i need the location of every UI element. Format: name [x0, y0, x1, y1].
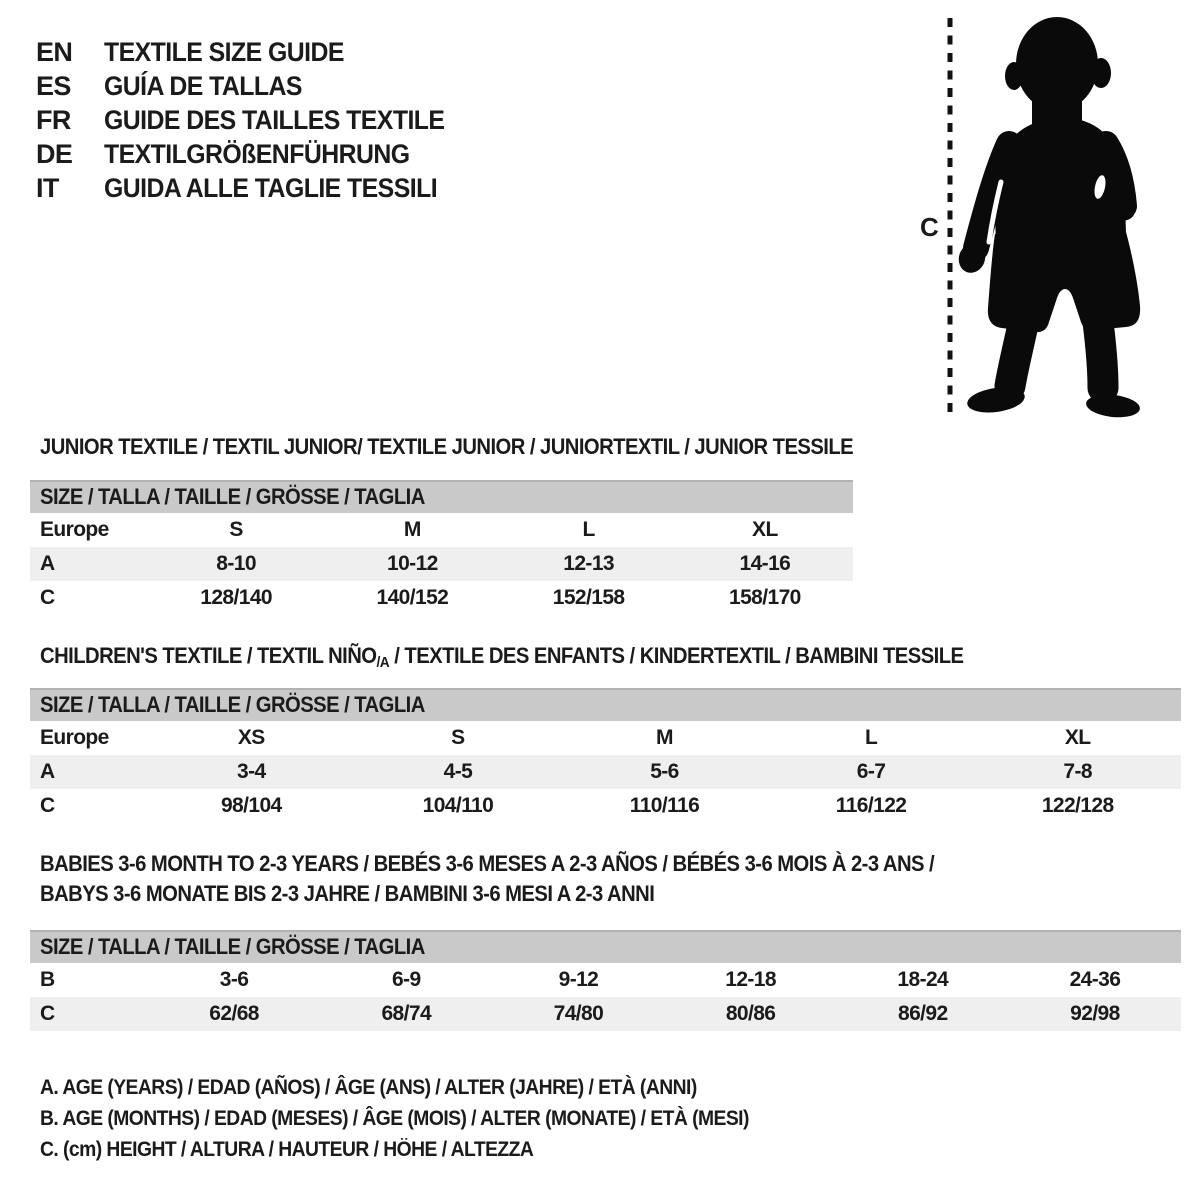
table-row: [30, 547, 853, 581]
row-label: Europe: [40, 726, 109, 749]
size-header-bar: [30, 480, 853, 513]
size-cell: XL: [752, 518, 778, 541]
table-row: [30, 755, 1181, 789]
age-cell: 24-36: [1069, 968, 1121, 991]
size-header-bar: [30, 930, 1181, 963]
height-measure-label: C: [920, 212, 939, 242]
note-age-months-text: B. AGE (MONTHS) / EDAD (MESES) / ÂGE (MOIS) / ALTER (MONATE) / ETÀ (MESI): [40, 1107, 749, 1130]
babies-section-title: [40, 849, 1012, 909]
language-row-de: [36, 137, 474, 171]
babies-title-line2: BABYS 3-6 MONATE BIS 2-3 JAHRE / BAMBINI 3-6 MESI A 2-3 ANNI: [40, 881, 655, 906]
guide-title-it: GUIDA ALLE TAGLIE TESSILI: [104, 172, 438, 203]
height-cell: 116/122: [835, 794, 907, 817]
size-cell: L: [864, 726, 878, 749]
row-label: B: [40, 968, 55, 991]
guide-title-fr: GUIDE DES TAILLES TEXTILE: [104, 104, 445, 135]
note-age-years: [40, 1072, 811, 1103]
table-row: [30, 789, 1181, 823]
language-row-fr: [36, 103, 474, 137]
age-cell: 8-10: [216, 552, 256, 575]
height-cell: 158/170: [729, 586, 801, 609]
language-code: EN: [36, 36, 73, 67]
height-cell: 86/92: [897, 1002, 948, 1025]
age-cell: 5-6: [650, 760, 679, 783]
height-cell: 80/86: [725, 1002, 776, 1025]
age-cell: 6-9: [391, 968, 421, 991]
height-cell: 128/140: [200, 586, 272, 609]
age-cell: 3-6: [219, 968, 249, 991]
table-row: [30, 963, 1181, 997]
height-cell: 110/116: [629, 794, 700, 817]
table-row: [30, 581, 853, 615]
table-row: [30, 513, 853, 547]
age-cell: 4-5: [443, 760, 473, 783]
language-code: ES: [36, 70, 71, 101]
height-cell: 104/110: [422, 794, 494, 817]
size-header-label: SIZE / TALLA / TAILLE / GRÖSSE / TAGLIA: [40, 484, 425, 509]
table-row: [30, 997, 1181, 1031]
junior-section-title: JUNIOR TEXTILE / TEXTIL JUNIOR/ TEXTILE JUNIOR / JUNIORTEXTIL / JUNIOR TESSILE: [40, 434, 854, 459]
size-cell: L: [582, 518, 595, 541]
note-height-cm-text: C. (cm) HEIGHT / ALTURA / HAUTEUR / HÖHE / ALTEZZA: [40, 1138, 534, 1161]
children-section-title: [40, 642, 963, 677]
note-height-cm: [40, 1134, 811, 1165]
size-cell: M: [403, 518, 421, 541]
age-cell: 9-12: [558, 968, 599, 991]
language-code: IT: [36, 172, 59, 203]
size-cell: XS: [237, 726, 265, 749]
size-cell: S: [451, 726, 465, 749]
height-cell: 74/80: [553, 1002, 604, 1025]
height-cell: 68/74: [381, 1002, 432, 1025]
age-cell: 3-4: [237, 760, 266, 783]
guide-title-de: TEXTILGRÖßENFÜHRUNG: [104, 138, 410, 169]
language-row-it: [36, 171, 474, 205]
size-header-bar: [30, 688, 1181, 721]
babies-size-table: [30, 930, 1181, 1031]
row-label: A: [40, 760, 55, 783]
table-row: [30, 721, 1181, 755]
language-code: DE: [36, 138, 73, 169]
row-label: C: [40, 794, 55, 817]
junior-size-table: [30, 480, 853, 615]
guide-title-en: TEXTILE SIZE GUIDE: [104, 36, 344, 67]
babies-title-line1: BABIES 3-6 MONTH TO 2-3 YEARS / BEBÉS 3-6 MESES A 2-3 AÑOS / BÉBÉS 3-6 MOIS À 2-3 ANS /: [40, 851, 935, 876]
note-age-months: [40, 1103, 811, 1134]
size-cell: XL: [1064, 726, 1091, 749]
size-header-label: SIZE / TALLA / TAILLE / GRÖSSE / TAGLIA: [40, 692, 425, 717]
age-cell: 18-24: [897, 968, 949, 991]
age-cell: 12-13: [563, 552, 614, 575]
toddler-silhouette: [955, 17, 1141, 420]
height-cell: 62/68: [209, 1002, 259, 1025]
height-cell: 92/98: [1070, 1002, 1120, 1025]
size-header-label: SIZE / TALLA / TAILLE / GRÖSSE / TAGLIA: [40, 934, 425, 959]
height-cell: 152/158: [552, 586, 625, 609]
row-label: C: [40, 586, 55, 609]
age-cell: 7-8: [1063, 760, 1092, 783]
age-cell: 14-16: [739, 552, 791, 575]
size-cell: S: [229, 518, 243, 541]
guide-title-es: GUÍA DE TALLAS: [104, 70, 302, 101]
legend-notes: [40, 1072, 811, 1165]
age-cell: 6-7: [856, 760, 886, 783]
language-row-en: [36, 35, 474, 69]
size-cell: M: [656, 726, 673, 749]
language-title-block: [36, 35, 474, 205]
height-cell: 122/128: [1041, 794, 1114, 817]
children-title-sub: /A: [376, 654, 390, 671]
height-measure-figure: [900, 10, 1160, 420]
age-cell: 10-12: [387, 552, 438, 575]
children-title-post: / TEXTILE DES ENFANTS / KINDERTEXTIL / BAMBINI TESSILE: [389, 643, 964, 668]
height-cell: 140/152: [376, 586, 449, 609]
language-code: FR: [36, 104, 71, 135]
age-cell: 12-18: [725, 968, 776, 991]
children-title-pre: CHILDREN'S TEXTILE / TEXTIL NIÑO: [40, 643, 377, 668]
row-label: A: [40, 552, 55, 575]
children-size-table: [30, 688, 1181, 823]
row-label: C: [40, 1002, 55, 1025]
language-row-es: [36, 69, 474, 103]
row-label: Europe: [40, 518, 109, 541]
height-cell: 98/104: [220, 794, 282, 817]
note-age-years-text: A. AGE (YEARS) / EDAD (AÑOS) / ÂGE (ANS) / ALTER (JAHRE) / ETÀ (ANNI): [40, 1076, 697, 1099]
